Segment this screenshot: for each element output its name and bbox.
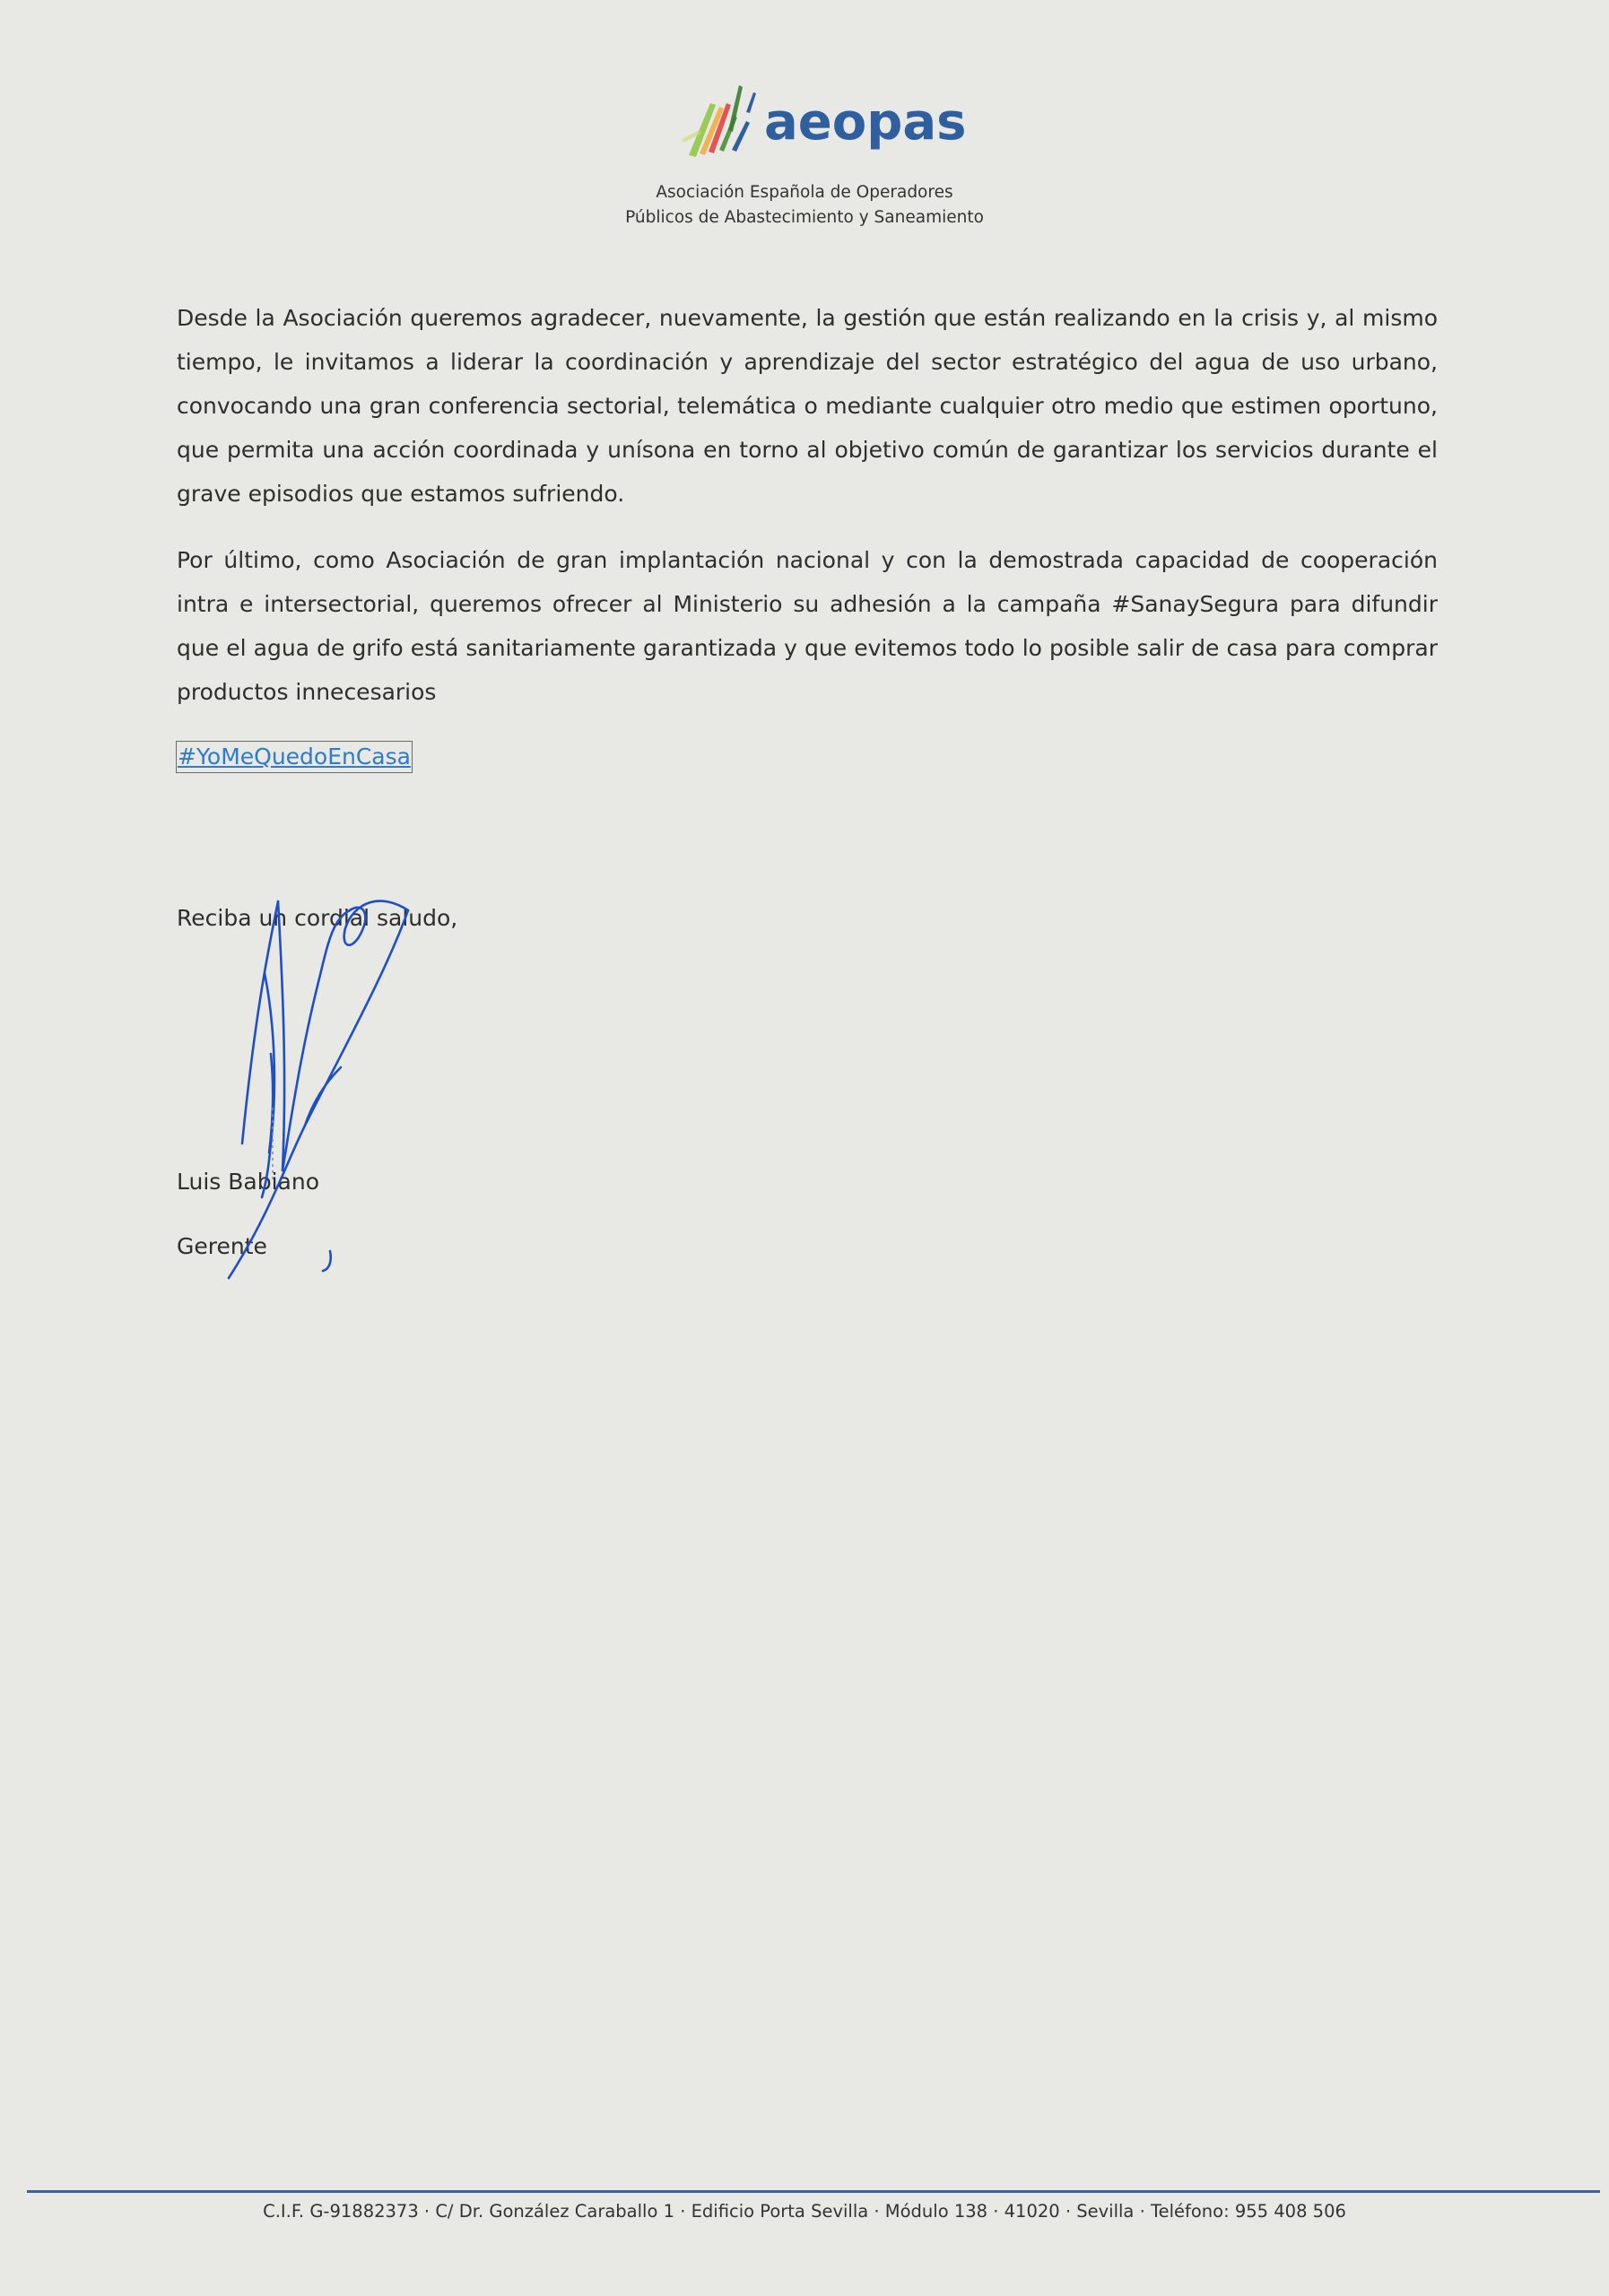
body-paragraph-1: Desde la Asociación queremos agradecer, nuevamente, la gestión que están realizando en la crisis y, al mismo tiempo, le invitamos a liderar la coordinación y aprendizaje del sector estratégico del agua de uso urbano, convocando una gran conferencia sectorial, telemática o mediante cualquier otro medio que estimen oportuno, que permita una acción coordinada y unísona en torno al objetivo común de garantizar los servicios durante el grave episodios que estamos sufriendo. — [177, 305, 1438, 507]
body-paragraph-2: Por último, como Asociación de gran implantación nacional y con la demostrada capacidad de cooperación intra e intersectorial, queremos ofrecer al Ministerio su adhesión a la campaña #SanaySegura para difundir que el agua de grifo está sanitariamente garantizada y que evitemos todo lo posible salir de casa para comprar productos innecesarios — [177, 547, 1438, 705]
signer-title: Gerente — [177, 1233, 267, 1259]
footer-rule — [27, 2190, 1600, 2193]
logo-brushstrokes-icon — [664, 76, 771, 166]
footer-contact-info: C.I.F. G-91882373 · C/ Dr. González Caraballo 1 · Edificio Porta Sevilla · Módulo 138 · 41020 · Sevilla · Teléfono: 955 408 506 — [263, 2201, 1346, 2222]
aeopas-logo — [664, 76, 987, 166]
closing-salutation: Reciba un cordial saludo, — [177, 905, 458, 931]
org-name-line-2: Públicos de Abastecimiento y Saneamiento — [625, 208, 984, 227]
logo-wordmark: aeopas — [764, 93, 967, 152]
org-name-line-1: Asociación Española de Operadores — [656, 183, 953, 202]
signer-name: Luis Babiano — [177, 1169, 319, 1195]
hashtag-link[interactable]: #YoMeQuedoEnCasa — [176, 741, 413, 773]
handwritten-signature-icon — [215, 874, 466, 1287]
